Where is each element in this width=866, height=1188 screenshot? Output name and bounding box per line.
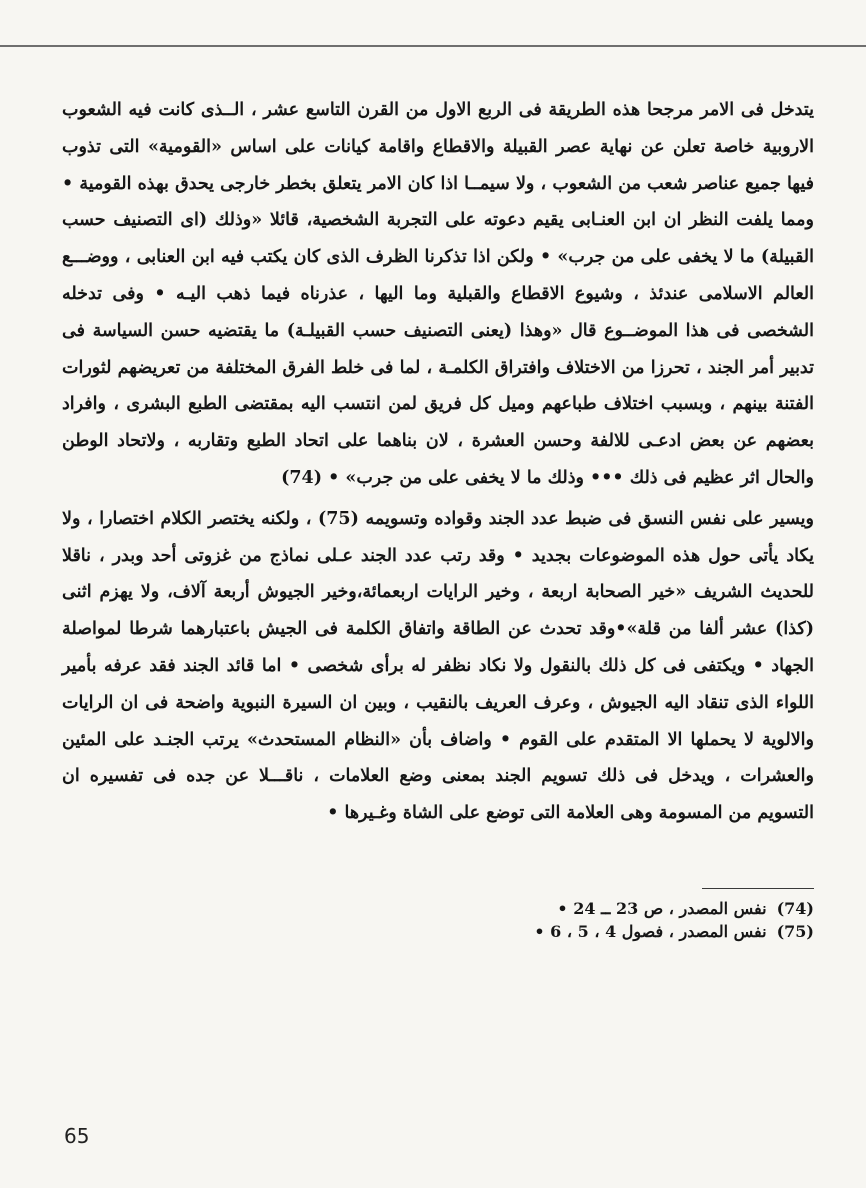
footnotes [420, 897, 814, 943]
page-number: 65 [64, 1124, 90, 1148]
page-body [62, 92, 814, 832]
footnote-item [420, 897, 814, 920]
footnote-item [420, 920, 814, 943]
footnote-number: (75) [776, 922, 814, 941]
body-paragraph: ويسير على نفس النسق فى ضبط عدد الجند وقواده وتسويمه (75) ، ولكنه يختصر الكلام اختصارا ، ولا يكاد يأتى حول هذه الموضوعات بجديد • وقد رتب عدد الجند عـلى نماذج من غزوتى أحد وبدر ، ناقلا للحديث الشريف «خير الصحابة اربعة ، وخير الرايات اربعمائة،وخير الجيوش أربعة آلاف، ولا يهزم اثنى (كذا) عشر ألفا من قلة»•وقد تحدث عن الطاقة واتفاق الكلمة فى الجيش باعتبارهما شرطا لمواصلة الجهاد • ويكتفى فى كل ذلك بالنقول ولا نكاد نظفر له برأى شخصى • اما قائد الجند فقد عرفه بأمير اللواء الذى تنقاد اليه الجيوش ، وعرف العريف بالنقيب ، وبين ان السيرة النبوية واضحة فى ان الرايات والالوية لا يحملها الا المتقدم على القوم • واضاف بأن «النظام المستحدث» يرتب الجنـد على المئين والعشرات ، ويدخل فى ذلك تسويم الجند بمعنى وضع العلامات ، ناقـــلا عن جده فى تفسيره ان التسويم من المسومة وهى العلامة التى توضع على الشاة وغـيرها • [62, 508, 815, 824]
footnote-rule [702, 888, 814, 889]
header-rule [0, 45, 866, 47]
footnote-text: نفس المصدر ، ص 23 ــ 24 • [557, 899, 767, 918]
footnote-text: نفس المصدر ، فصول 4 ، 5 ، 6 • [534, 922, 767, 941]
footnote-number: (74) [776, 899, 814, 918]
body-paragraph: يتدخل فى الامر مرجحا هذه الطريقة فى الربع الاول من القرن التاسع عشر ، الــذى كانت فيه الشعوب الاروبية خاصة تعلن عن نهاية عصر القبيلة والاقطاع واقامة كيانات على اساس «القومية» التى تذوب فيها جميع عناصر شعب من الشعوب ، ولا سيمــا اذا كان الامر يتعلق بخطر خارجى يحدق بهذه القومية • ومما يلفت النظر ان ابن العنـابى يقيم دعوته على التجربة الشخصية، قائلا «وذلك (اى التصنيف حسب القبيلة) ما لا يخفى على من جرب» • ولكن اذا تذكرنا الظرف الذى كان يكتب فيه ابن العنابى ، ووضـــع العالم الاسلامى عندئذ ، وشيوع الاقطاع والقبلية وما اليها ، عذرناه فيما ذهب اليـه • وفى تدخله الشخصى فى هذا الموضــوع قال «وهذا (يعنى التصنيف حسب القبيلـة) ما يقتضيه حسن السياسة فى تدبير أمر الجند ، تحرزا من الاختلاف وافتراق الكلمـة ، لما فى خلط الفرق المختلفة من تعريضهم لثورات الفتنة بينهم ، وبسبب اختلاف طباعهم وميل كل فريق لمن انتسب اليه بمقتضى الطبع البشرى ، وافراد بعضهم عن بعض ادعـى للالفة وحسن العشرة ، لان بناهما على اتحاد الطبع وتقاربه ، ولاتحاد الوطن والحال اثر عظيم فى ذلك ••• وذلك ما لا يخفى على من جرب» • (74) [62, 100, 814, 488]
